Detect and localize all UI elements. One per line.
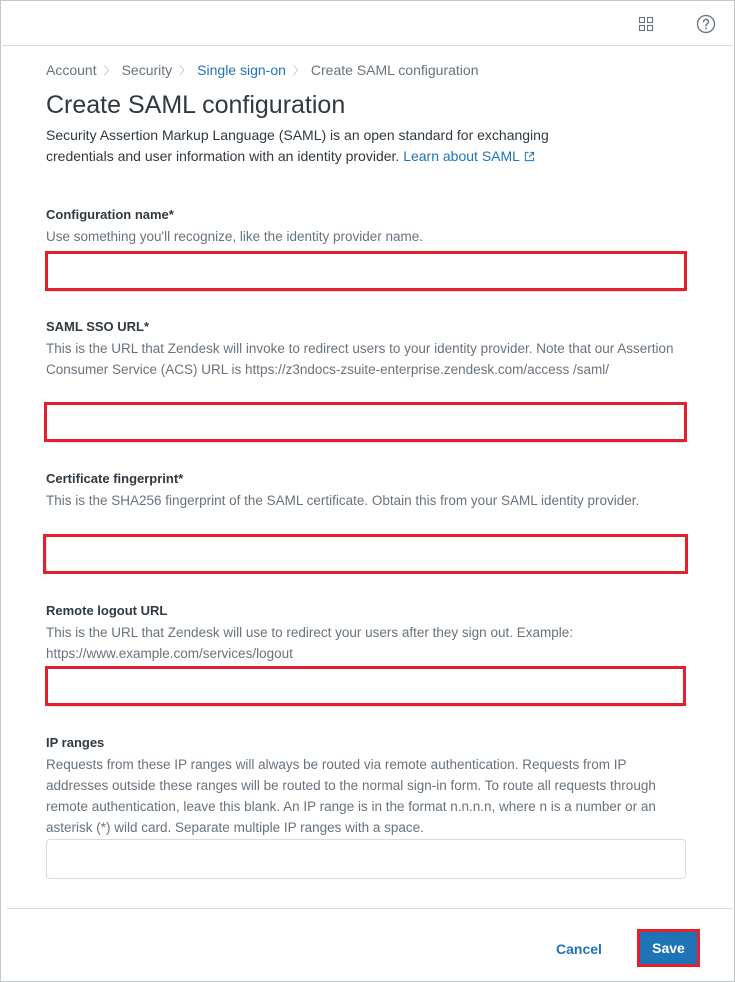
remote-logout-url-label: Remote logout URL (46, 603, 168, 618)
breadcrumb-single-sign-on[interactable]: Single sign-on (197, 62, 286, 78)
external-link-icon (524, 147, 535, 168)
cancel-button[interactable]: Cancel (547, 933, 611, 965)
breadcrumb-account: Account (46, 62, 97, 78)
saml-sso-url-input[interactable] (46, 403, 686, 443)
field-certificate-fingerprint (46, 470, 686, 511)
apps-grid-icon[interactable] (633, 11, 659, 37)
save-button[interactable]: Save (637, 929, 700, 967)
help-icon[interactable] (693, 11, 719, 37)
saml-sso-url-hint: This is the URL that Zendesk will invoke to redirect users to your identity provider. Note that our Assertion Consumer Service (ACS) URL is https://z3ndocs-zsuite-enterprise.zendesk.com/access /saml/ (46, 341, 674, 377)
field-remote-logout-url (46, 602, 686, 664)
configuration-name-label: Configuration name* (46, 207, 174, 222)
learn-about-saml-link[interactable] (403, 148, 535, 164)
ip-ranges-hint: Requests from these IP ranges will always be routed via remote authentication. Requests from IP addresses outside these ranges will be routed to the normal sign-in form. To route all requests through remote authentication, leave this blank. An IP range is in the format n.n.n.n, where n is a number or an asterisk (*) wild card. Separate multiple IP ranges with a space. (46, 757, 656, 835)
field-ip-ranges (46, 734, 686, 838)
ip-ranges-label: IP ranges (46, 735, 105, 750)
ip-ranges-input[interactable] (46, 839, 686, 879)
footer-divider (7, 908, 733, 909)
learn-link-label: Learn about SAML (403, 148, 520, 164)
certificate-fingerprint-input[interactable] (46, 534, 686, 574)
breadcrumb-security: Security (121, 62, 173, 78)
certificate-fingerprint-hint: This is the SHA256 fingerprint of the SAML certificate. Obtain this from your SAML identity provider. (46, 493, 640, 508)
intro-text (46, 125, 586, 168)
chevron-right-icon: 〉 (179, 65, 191, 77)
chevron-right-icon: 〉 (292, 65, 304, 77)
breadcrumb (46, 62, 478, 78)
intro-description: Security Assertion Markup Language (SAML) is an open standard for exchanging credentials and user information with an identity provider. (46, 127, 549, 164)
field-configuration-name (46, 206, 686, 247)
chevron-right-icon: 〉 (103, 65, 115, 77)
certificate-fingerprint-label: Certificate fingerprint* (46, 471, 184, 486)
saml-sso-url-label: SAML SSO URL* (46, 319, 150, 334)
top-bar (2, 2, 733, 46)
breadcrumb-current: Create SAML configuration (310, 62, 479, 78)
page-title: Create SAML configuration (46, 91, 346, 119)
configuration-name-input[interactable] (46, 252, 686, 292)
remote-logout-url-input[interactable] (46, 667, 686, 707)
configuration-name-hint: Use something you'll recognize, like the identity provider name. (46, 229, 424, 244)
field-saml-sso-url (46, 318, 686, 380)
remote-logout-url-hint: This is the URL that Zendesk will use to redirect your users after they sign out. Example: https://www.example.com/services/logout (46, 625, 573, 661)
